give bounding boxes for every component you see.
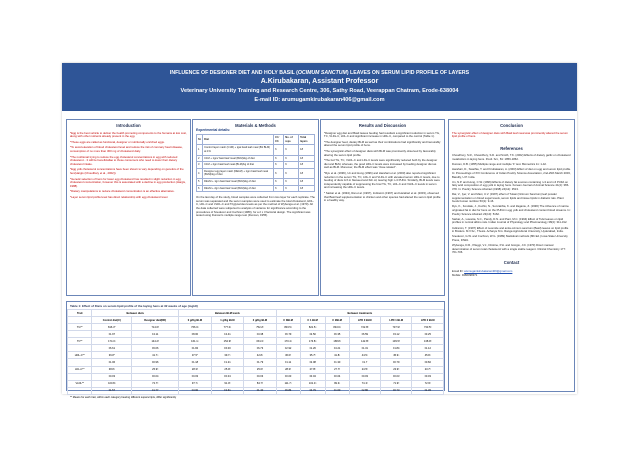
mean-cell: 45.9ᵃ xyxy=(380,352,411,359)
group-header-diets: Between diets xyxy=(92,310,179,317)
mean-cell: 28.3ᵇ xyxy=(276,366,300,373)
table-row-se xyxy=(68,373,444,380)
column-header: Designer diet(DD) xyxy=(132,317,179,324)
mean-cell: 144.2ᵇ xyxy=(132,338,179,345)
mean-cell: 25.9ᵇ xyxy=(211,366,244,373)
design-header: CI / C3 xyxy=(274,135,284,145)
intro-para: *Dietary manipulations to reduce cholesterol concentration is an effective alternative. xyxy=(70,189,175,194)
design-cell: 6 xyxy=(274,185,284,192)
se-cell: ±0.04 xyxy=(211,373,244,380)
column-header: LPD 0 BLM xyxy=(349,317,380,324)
trait-cell: TC** xyxy=(68,338,92,345)
mean-cell: 722.8ᵇ xyxy=(349,324,380,331)
se-cell: ±2.08 xyxy=(300,359,325,366)
mean-cell: 139.5ᵇ xyxy=(380,338,411,345)
results-para: *Designer egg diet and Basil leaves feeding had resultant a significant reduction in serum TG, TC, VLDL-C, LDL-C and significant increase in HDL-C, compared to the control (Table 1). xyxy=(324,130,440,139)
design-cell: 6 xyxy=(284,178,299,185)
column-header: 2 g/Kg BLM xyxy=(244,317,277,324)
results-para: *Ryu et al. (1996), Un and Hung (1996) and Harahari et al. (2003) also reported significant reduction in the serum TG, TC, LDL-C and VLDL-C with elevated serum HDL-C levels, due to feeding of diets rich in flaxseed and fish oil, leaving high n-3 PUFA. Similarly, BLM levels were independently capable of suppressing the fowl TG, TC, LDL-C and VLDL-C levels in serum and increasing the HDL-C levels. xyxy=(324,170,440,190)
design-cell: 2 xyxy=(197,155,203,162)
mean-cell: 174.3ᵃ xyxy=(92,338,132,345)
design-cell: 18 xyxy=(299,178,315,185)
se-cell: ±3.25 xyxy=(412,331,444,338)
mean-cell: 154.1ᵇ xyxy=(244,338,277,345)
mean-cell: 24.5ᵇ xyxy=(349,366,380,373)
se-cell: ±2.86 xyxy=(349,387,380,394)
se-cell: ±3.12 xyxy=(380,331,411,338)
column-header: LPD 1 BLM xyxy=(380,317,411,324)
design-cell: 6 xyxy=(284,145,299,155)
se-cell: ±0.03 xyxy=(412,373,444,380)
design-header: Total layers xyxy=(299,135,315,145)
column-header xyxy=(68,317,92,324)
results-title: Results and Discussion xyxy=(358,123,407,128)
conclusion-section xyxy=(452,124,571,277)
mean-cell: 36.0ᵇ xyxy=(276,352,300,359)
mean-cell: 74.1ᵇ xyxy=(349,380,380,387)
table-column-row xyxy=(68,317,444,324)
design-cell: 18 xyxy=(299,185,315,192)
se-cell: ±1.26 xyxy=(300,345,325,352)
reference-item: Ryu, K., Kondale, J., Kuchiv, N., Sonzakhia, K. and Zaganie, Z. (1996) The influence of marine originated fat in diet for hens on the PUFA in egg yolk and cholesterol content blood streams. In: Poultry Science Abstract 23(10): 5162. xyxy=(452,204,571,216)
se-cell: ±1.45 xyxy=(412,387,444,394)
design-header: Diet xyxy=(203,135,274,145)
se-cell: ±4.79 xyxy=(300,387,325,394)
table-row-se xyxy=(68,345,444,352)
table-row xyxy=(68,338,444,345)
reference-item: Duncan, D.B. (1955) Multiple range and multiple 'F' test. Biometrics 11: 1-42. xyxy=(452,162,547,167)
trait-cell: LDL-C** xyxy=(68,366,92,373)
se-cell: ±6.61 xyxy=(92,345,132,352)
design-row xyxy=(197,155,315,162)
mean-cell: 97.7ᵃ xyxy=(179,380,212,387)
design-cell: 6 xyxy=(284,168,299,178)
column-header: LPD 2 BLM xyxy=(412,317,444,324)
design-row xyxy=(197,145,315,155)
mean-cell: 23.9ᵇ xyxy=(380,366,411,373)
mean-cell: 45.8ᵃ xyxy=(412,352,444,359)
trait-cell-blank xyxy=(68,331,92,338)
se-cell: ±6.79 xyxy=(276,331,300,338)
introduction-title: Introduction xyxy=(116,123,141,128)
table-group-row xyxy=(68,310,444,317)
mean-cell: 142.8ᵇ xyxy=(349,338,380,345)
poster xyxy=(62,63,577,399)
title-prefix: INFLUENCE OF DESIGNER DIET AND HOLY BASIL ( xyxy=(169,70,298,76)
results-box xyxy=(320,119,445,296)
column-header: C 0BLM xyxy=(276,317,300,324)
mean-cell: 41.7ᵃ xyxy=(132,352,179,359)
intro-para: *To avoid elevation of blood cholesterol level and reduce the risk of coronary heart disease, consumption of no more than 300 mg of cholesterol daily. xyxy=(70,145,183,153)
mean-cell: 138.9ᵇ xyxy=(412,338,444,345)
se-cell: ±0.03 xyxy=(244,373,277,380)
se-cell: ±0.04 xyxy=(325,373,349,380)
trait-header: Trait xyxy=(68,310,92,317)
mean-cell: 23.7ᵇ xyxy=(412,366,444,373)
mean-cell: 843.6ᵃ xyxy=(325,324,349,331)
se-cell: ±8.00 xyxy=(179,331,212,338)
affiliation: Veterinary University Training and Research Centre, 306, Sathy Road, Veerappan Chatram, Erode-638004 xyxy=(180,88,459,94)
se-cell: ±1.57 xyxy=(92,387,132,394)
design-cell: 6 xyxy=(284,155,299,162)
design-cell: DELM + 2gm basil leaf meal (BLM)/kg of diet xyxy=(203,185,274,192)
design-cell: C1M + 2gm basil leaf meal (BLM)/kg of diet xyxy=(203,162,274,169)
mean-cell: 71.9ᵇ xyxy=(380,380,411,387)
design-cell: 18 xyxy=(299,168,315,178)
mean-cell: 161.1ᵃ xyxy=(179,338,212,345)
se-cell: ±6.59 xyxy=(349,331,380,338)
se-cell: ±0.03 xyxy=(92,373,132,380)
reference-item: Choudhury, S.R., Chowdhury, S.D. and Smith, T.K. (2002) Effects of dietary garlic on cholesterol metabolism in laying hens. Poult. Sci., 81: 1856-1862. xyxy=(452,153,571,161)
mean-cell: 37.5° xyxy=(179,352,212,359)
mean-cell: 28.3ᵇ xyxy=(179,366,212,373)
se-cell: ±1.77 xyxy=(132,387,179,394)
se-cell: ±0.04 xyxy=(132,373,179,380)
design-cell: 6 xyxy=(284,185,299,192)
title-italic: OCIMUM SANCTUM xyxy=(297,70,347,76)
conclusion-text: The synergistic effect of designer diets with Basil leaf meal was prominently altered the serum lipid profile of hens. xyxy=(452,130,568,139)
poster-title xyxy=(62,70,577,76)
table1-caption: Table 1: Effect of Diets on serum lipid profile of the laying hens at 32 weeks of age (mg/dl) xyxy=(70,304,198,308)
table-row xyxy=(68,352,444,359)
mean-cell: 737.9ᵇ xyxy=(380,324,411,331)
se-cell: ±1.40 xyxy=(244,387,277,394)
design-cell: 6 xyxy=(274,155,284,162)
se-cell: ±6.06 xyxy=(132,345,179,352)
design-cell: 3 xyxy=(197,162,203,169)
methods-note: On the last day of the study, blood samples were collected from two layer for each replicate. The serum was separated and the serum samples were used to estimate the total cholesterol, HDL-C, LDL-C and VLDL-C and Triglycerides levels as per the method of Wybenga et al. (1970). All the data collected were subjected to analysis of variance for significance according to the procedures of Snedecor and Cochran (1989), for a 2 x 3 factorial design. The significant was tested using Duncan's multiple range test (Duncan, 1955). xyxy=(196,195,315,218)
se-cell: ±1.79 xyxy=(244,359,277,366)
mean-cell: 25.6ᵇ xyxy=(244,366,277,373)
mean-cell: 733.5ᵇ xyxy=(412,324,444,331)
contact-mobile-value: 9486098371 xyxy=(461,272,478,277)
se-cell: ±1.60 xyxy=(325,387,349,394)
mean-cell: 27.7ᵇ xyxy=(325,366,349,373)
mean-cell: 766.0ᵃ xyxy=(179,324,212,331)
poster-header xyxy=(62,63,577,111)
se-cell: ±1.31 xyxy=(349,345,380,352)
se-cell: ±6.00 xyxy=(211,345,244,352)
table-row-se xyxy=(68,387,444,394)
reference-item: Un, N.P. and Hung, C.W. (1996) Effects of dietary fat sources containing n-3 and n-6 PUFA on fatty acid composition of egg yolk in laying hens. Korean Journal of Animal Science 41(4): 365-378. In: Poultry Science Abstract (1998) 24(12): 3513. xyxy=(452,179,570,191)
experimental-design-table xyxy=(196,134,315,192)
design-cell: C1M + 1gm/ basil leaf meal (BLM)/kg of diet xyxy=(203,155,274,162)
se-cell: ±0.04 xyxy=(300,373,325,380)
mean-cell: 44.5ᵃ xyxy=(349,352,380,359)
contact-title: Contact xyxy=(503,259,520,265)
intro-para: *These eggs are called as functional, designer or nutritionally enriched eggs. xyxy=(70,139,165,144)
se-cell: ±0.96 xyxy=(132,359,179,366)
title-suffix: ) LEAVES ON SERUM LIPID PROFILE OF LAYERS xyxy=(346,70,470,76)
column-header: 1 g/Kg BLM xyxy=(211,317,244,324)
se-cell: ±2.50 xyxy=(300,331,325,338)
mean-cell: 752.2ᵇ xyxy=(244,324,277,331)
se-cell: ±0.03 xyxy=(380,373,411,380)
mean-cell: 84.7ᵇ xyxy=(244,380,277,387)
column-header: C 2BLM xyxy=(325,317,349,324)
intro-para: *Layer serum lipid profile level has direct relationship with egg cholesterol level. xyxy=(70,194,169,199)
author-name: A.Kirubakaran, Assistant Professor xyxy=(260,78,379,85)
design-cell: 6 xyxy=(274,162,284,169)
design-cell: 4 xyxy=(197,168,203,178)
results-para: *The designer feed, dietary BLM as well as their combinations had significantly and favourably altered the serum lipid profile of hens. xyxy=(324,139,441,148)
header-email xyxy=(62,97,577,103)
se-cell: ±0.03 xyxy=(179,373,212,380)
se-cell: ±6.35 xyxy=(325,331,349,338)
se-cell: ±4.41 xyxy=(211,331,244,338)
mean-cell: 25.9ᵇ xyxy=(132,366,179,373)
design-cell: Control layer mash (C1M) + tgai basil leaf meal (B1 BLM) at 1% xyxy=(203,145,274,155)
mean-cell: 101.3ᵃ xyxy=(300,380,325,387)
design-header: Sl. xyxy=(197,135,203,145)
results-section xyxy=(324,124,441,205)
results-table xyxy=(67,309,444,395)
mean-cell: 72.7ᵇ xyxy=(132,380,179,387)
intro-para: *Egg is the best vehicle to deliver the health promoting components to the humans at low cost, along with other nutrients already present in the egg. xyxy=(70,130,187,139)
reference-item: Sarkar, A., Lavania, S.C., Pandy, D.N. and Pant, M.C. (1994) Effect of Tulsi leaves on lipid profiles in normal albino rats. Indian Journal of Physiology and Pharmacology 38(4): 311-312. xyxy=(452,216,568,225)
design-cell: 5 xyxy=(197,178,203,185)
mean-cell: 777.0ᵃ xyxy=(211,324,244,331)
trait-cell-blank xyxy=(68,387,92,394)
design-cell: 6 xyxy=(197,185,203,192)
mean-cell: 42.8ᵃ xyxy=(244,352,277,359)
contact-mobile xyxy=(452,273,571,277)
header-email-label: E-mail ID: xyxy=(254,97,281,103)
intro-para: *Egg yolk cholesterol concentrations have been shown to vary depending on genetics of the hen(Hargis (Choudhary et al., 2002)). xyxy=(70,167,184,175)
se-cell: ±1.12 xyxy=(412,345,444,352)
se-cell: ±0.79 xyxy=(380,359,411,366)
reference-item: Snedecor, G.W. and Cochran, W.G. (1989) Statistical methods (8th Ed.) Iowa State University Press, IOWA. xyxy=(452,234,568,242)
design-cell: 18 xyxy=(299,155,315,162)
results-para: *The fed TG, TC, VLDL-C and LDL-C levels were significantly reduced both by the designer diet and BLM, whereas, the good HDL-C levels were increased by feeding designer diet as well as BLM. Moreover, the BLM effect was "dose related". xyxy=(324,158,438,170)
table-row-se xyxy=(68,331,444,338)
mean-cell: 27.8ᵇ xyxy=(300,366,325,373)
design-cell: DELM + 1gm basil leaf meal (BLM)/kg of diet xyxy=(203,178,274,185)
methods-box xyxy=(192,119,319,296)
column-header: C 1 BLM xyxy=(300,317,325,324)
reference-item: Indiramin, T. (1997) Effect of neomide and amla ocimum sanctum (Basil) leaves on lipid profile in Broilers. M.V.Sc., Thesis. Acharya N.G. Ranga Agricultural University, Hyderabad, India. xyxy=(452,225,569,234)
design-header: No. of reps xyxy=(284,135,299,145)
mean-cell: 154.9ᵇ xyxy=(211,338,244,345)
se-cell: ±3.38 xyxy=(244,331,277,338)
se-cell: ±1.18 xyxy=(179,359,212,366)
se-cell: ±6.73 xyxy=(244,345,277,352)
introduction-section xyxy=(70,124,187,202)
table1-box xyxy=(66,301,445,399)
design-cell: 6 xyxy=(274,145,284,155)
methods-title: Materials & Methods xyxy=(235,123,276,128)
references-title: References xyxy=(500,145,523,151)
right-column-box xyxy=(448,119,575,392)
design-row xyxy=(197,168,315,178)
table1-footnote: ** Means for each trait, within each category bearing different superscripts, differ significantly xyxy=(70,395,177,399)
se-cell: ±2.61 xyxy=(211,387,244,394)
trait-cell: HDL-C** xyxy=(68,352,92,359)
design-cell: 1 xyxy=(197,145,203,155)
se-cell: ±1.30 xyxy=(325,359,349,366)
mean-cell: 714.6ᵇ xyxy=(132,324,179,331)
group-header-treatments: Between treatments xyxy=(276,310,443,317)
table-row xyxy=(68,324,444,331)
design-cell: 6 xyxy=(274,168,284,178)
mean-cell: 803.5ᵃ xyxy=(276,324,300,331)
mean-cell: 99.3ᵃ xyxy=(325,380,349,387)
introduction-body xyxy=(70,132,187,200)
se-cell: ±0.82 xyxy=(412,359,444,366)
se-cell: ±0.03 xyxy=(349,373,380,380)
introduction-box xyxy=(66,119,191,296)
mean-cell: 821.5ᵃ xyxy=(300,324,325,331)
mean-cell: 39.7ᵃ xyxy=(211,352,244,359)
se-cell: ±1.84 xyxy=(380,345,411,352)
results-para: * Sarkar et al. (1994), Rai et al. (1997), Indiramin (1997) and Harahari et al. (2003), observed that Basil leaf supplementation to chicken and other species had altered the serum lipid profile in a healthy way. xyxy=(324,190,441,203)
se-cell: ±4.11 xyxy=(132,331,179,338)
mean-cell: 816.3° xyxy=(92,324,132,331)
design-cell: 6 xyxy=(284,162,299,169)
design-cell: Designer egg layer mash (DELM) + 1gm basil leaf meal (BLM)/kg of diet xyxy=(203,168,274,178)
se-cell: ±2.92 xyxy=(276,345,300,352)
mean-cell: 36.8° xyxy=(92,352,132,359)
reference-item: Harahari, D., Swathia, T. and Kirubakaran, A. (2003) Effect of diet on egg and serum lipid profile. In: Proceedings of XXI Conference of Indian Poultry Science Association, 2nd-29th March 2003, Bareilly, U.P. India. xyxy=(452,167,571,179)
contact-mobile-label: Mobile: xyxy=(452,272,462,277)
se-cell: ±1.97 xyxy=(92,331,132,338)
se-cell: ±0.03 xyxy=(276,373,300,380)
trait-cell: TG** xyxy=(68,324,92,331)
column-header: 0 g/Kg BLM xyxy=(179,317,212,324)
se-cell: ±1.7 xyxy=(349,359,380,366)
design-row xyxy=(197,162,315,169)
mean-cell: 72.9ᵇ xyxy=(412,380,444,387)
se-cell: ±1.11 xyxy=(276,359,300,366)
mean-cell: 41.8ᵃ xyxy=(325,352,349,359)
intro-para: *Genetic selection of hens for lower egg cholesterol has resulted in slight reduction in egg cholesterol concentration, however this is associated with a decline in egg production (Hargis, 1988). xyxy=(70,176,186,188)
se-cell: ±1.84 xyxy=(179,345,212,352)
intro-para: *The nutritional trying to reduce the egg cholesterol concentrations in egg with reduced cholesterol... It will be beneficiallao to those consumers who need to lower their dietary cholesterol intake. xyxy=(70,154,178,166)
mean-cell: 168.8ᵃ xyxy=(325,338,349,345)
mean-cell: 38.8ᵃ xyxy=(92,366,132,373)
conclusion-title: Conclusion xyxy=(500,123,523,128)
contact-email-link[interactable]: arumugamkirubakaran406@gmail.com xyxy=(464,268,513,273)
design-row xyxy=(197,185,315,192)
table-row-se xyxy=(68,359,444,366)
methods-subtitle: Experimental details: xyxy=(196,127,231,132)
design-cell: 18 xyxy=(299,162,315,169)
mean-cell: 111.7ᵃ xyxy=(276,380,300,387)
se-cell: ±1.21 xyxy=(211,359,244,366)
mean-cell: 100.8ᵃ xyxy=(92,380,132,387)
se-cell: ±6.84 xyxy=(276,387,300,394)
group-header-blm: Between BLM levels xyxy=(179,310,277,317)
design-cell: 18 xyxy=(299,145,315,155)
header-email-value[interactable]: arumugamkirubakaran406@gmail.com xyxy=(281,97,385,103)
mean-cell: 170.4ᵃ xyxy=(276,338,300,345)
results-para: *The synergistic effect of designer diets with BLM was prominently observed by favourably altering the serum lipid profile. xyxy=(324,148,436,157)
se-cell: ±3.00 xyxy=(179,387,212,394)
results-table-body xyxy=(68,324,444,395)
se-cell: ±0.73 xyxy=(380,387,411,394)
methods-section xyxy=(196,124,315,220)
trait-cell-blank xyxy=(68,359,92,366)
mean-cell: 35.7ᵇ xyxy=(300,352,325,359)
reference-item: Rai, V., Iyer, V. and Mani, U.V. (1997) effect of Tulasi (Ocimum Sanctum) leaf powder supplementation on blood sugar levels, serum lipids and tissue lipids in diabetic rats. Plant foods human nutrition 50(1): 9-16. xyxy=(452,192,564,204)
mean-cell: 173.8ᵃ xyxy=(300,338,325,345)
reference-item: Wybenga, D.R., Pileggi, V.J., Dirstine, P.H. and Giorgio, J.D. (1970) Direct manual determination of serum total cholesterol with a single stable reagent. Clinical Chemistry 177: 701-706. xyxy=(452,243,566,255)
column-header: Control diet(C) xyxy=(92,317,132,324)
se-cell: ±4.21 xyxy=(325,345,349,352)
contact-email-label: Email ID: xyxy=(452,268,464,273)
se-cell: ±1.06 xyxy=(92,359,132,366)
design-header-row xyxy=(197,135,315,145)
trait-cell: VLDL** xyxy=(68,380,92,387)
design-cell: 6 xyxy=(274,178,284,185)
trait-cell-blank xyxy=(68,345,92,352)
table-row xyxy=(68,366,444,373)
mean-cell: 91.0ᵇ xyxy=(211,380,244,387)
design-row xyxy=(197,178,315,185)
trait-cell-blank xyxy=(68,373,92,380)
table-row xyxy=(68,380,444,387)
